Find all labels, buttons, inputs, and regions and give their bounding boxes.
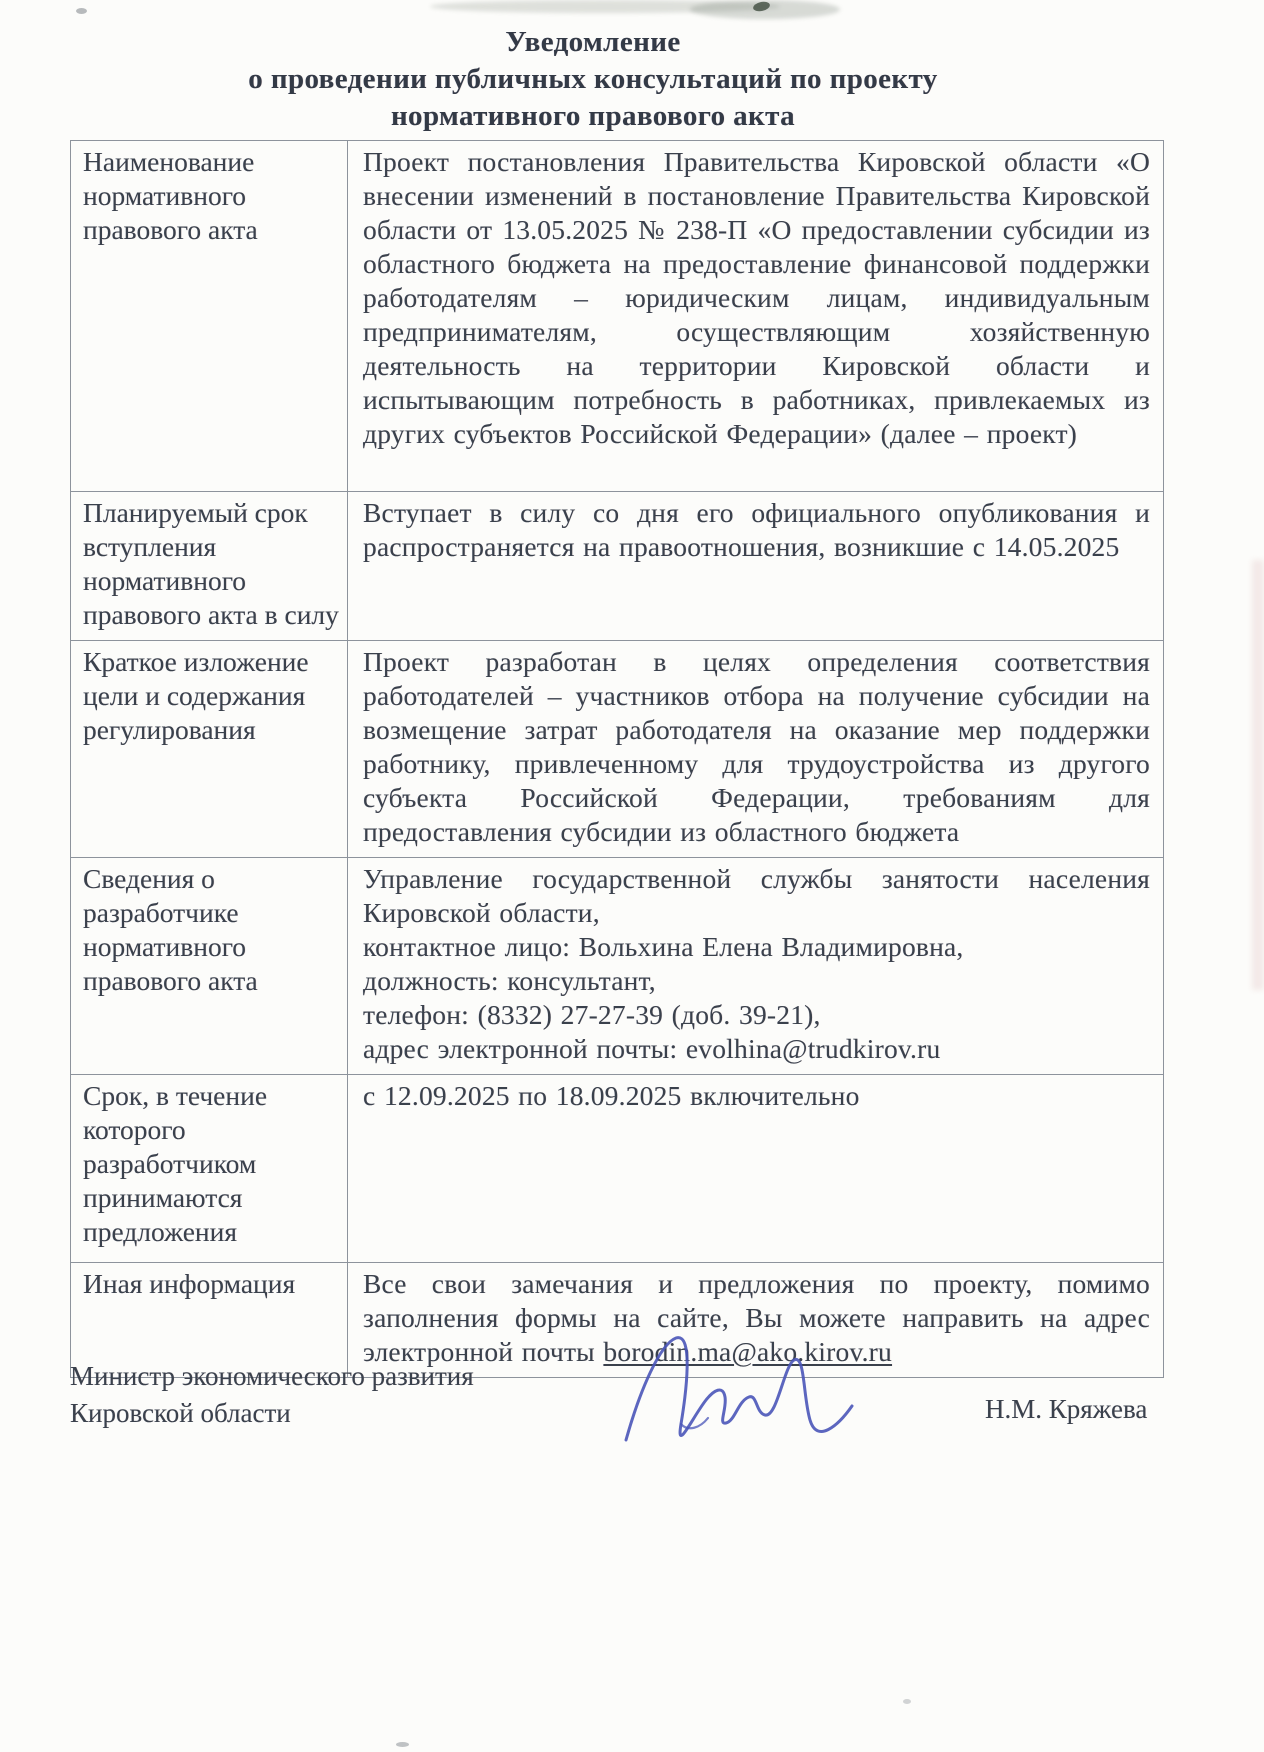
row-content-purpose: Проект разработан в целях определения соответствия работодателей – участников отбора на получение субсидии на возмещение затрат работодателя на оказание мер поддержки работнику, привлеченному для трудоустройства из другого субъекта Российской Федерации, требованиям для предоставления субсидии из областного бюджета — [348, 641, 1164, 858]
title-line-1: Уведомление — [505, 26, 681, 58]
other-info-text: Все свои замечания и предложения по проекту, помимо заполнения формы на сайте, Вы можете направить на адрес электронной почты — [363, 1268, 1150, 1367]
table-row-developer-info — [71, 858, 1164, 1075]
notification-table — [70, 140, 1164, 1378]
table-row-act-name — [71, 141, 1164, 492]
feedback-email: borodin.ma@ako.kirov.ru — [603, 1336, 892, 1367]
scan-smudge — [430, 0, 780, 13]
scan-edge-artifact — [1252, 560, 1264, 990]
table-row-proposal-period — [71, 1075, 1164, 1263]
scan-speck — [752, 0, 770, 12]
row-label-act-name: Наименование нормативного правового акта — [71, 141, 348, 492]
row-label-effective-date: Планируемый срок вступления нормативного правового акта в силу — [71, 492, 348, 641]
title-line-3: нормативного правового акта — [390, 100, 796, 132]
row-content-proposal-period: с 12.09.2025 по 18.09.2025 включительно — [348, 1075, 1164, 1263]
row-label-other-info: Иная информация — [71, 1263, 348, 1378]
scan-speck — [903, 1699, 911, 1704]
row-content-effective-date: Вступает в силу со дня его официального опубликования и распространяется на правоотношения, возникшие с 14.05.2025 — [348, 492, 1164, 641]
signatory-name: Н.М. Кряжева — [985, 1394, 1148, 1424]
row-label-developer-info: Сведения о разработчике нормативного правового акта — [71, 858, 348, 1075]
signatory-position-line-2: Кировской области — [70, 1398, 291, 1428]
scan-smudge — [690, 0, 840, 19]
scan-speck — [396, 1742, 409, 1747]
handwritten-signature — [596, 1328, 876, 1468]
signatory-position-line-1: Министр экономического развития — [70, 1361, 474, 1391]
row-content-act-name: Проект постановления Правительства Кировской области «О внесении изменений в постановление Правительства Кировской области от 13.05.2025 № 238-П «О предоставлении субсидии из областного бюджета на предоставление финансовой поддержки работодателям – юридическим лицам, индивидуальным предпринимателям, осуществляющим хозяйственную деятельность на территории Кировской области и испытывающим потребность в работниках, привлекаемых из других субъектов Российской Федерации» (далее – проект) — [348, 141, 1164, 492]
page-title — [70, 24, 1116, 135]
title-line-2: о проведении публичных консультаций по проекту — [248, 63, 938, 95]
row-content-developer-info: Управление государственной службы занятости населения Кировской области, контактное лицо: Вольхина Елена Владимировна, должность: консультант, телефон: (8332) 27-27-39 (доб. 39-21), адрес электронной почты: evolhina@trudkirov.ru — [348, 858, 1164, 1075]
table-row-effective-date — [71, 492, 1164, 641]
signatory-position — [70, 1358, 474, 1432]
row-label-proposal-period: Срок, в течение которого разработчиком принимаются предложения — [71, 1075, 348, 1263]
table-row-purpose — [71, 641, 1164, 858]
scan-speck — [76, 8, 87, 14]
row-label-purpose: Краткое изложение цели и содержания регулирования — [71, 641, 348, 858]
